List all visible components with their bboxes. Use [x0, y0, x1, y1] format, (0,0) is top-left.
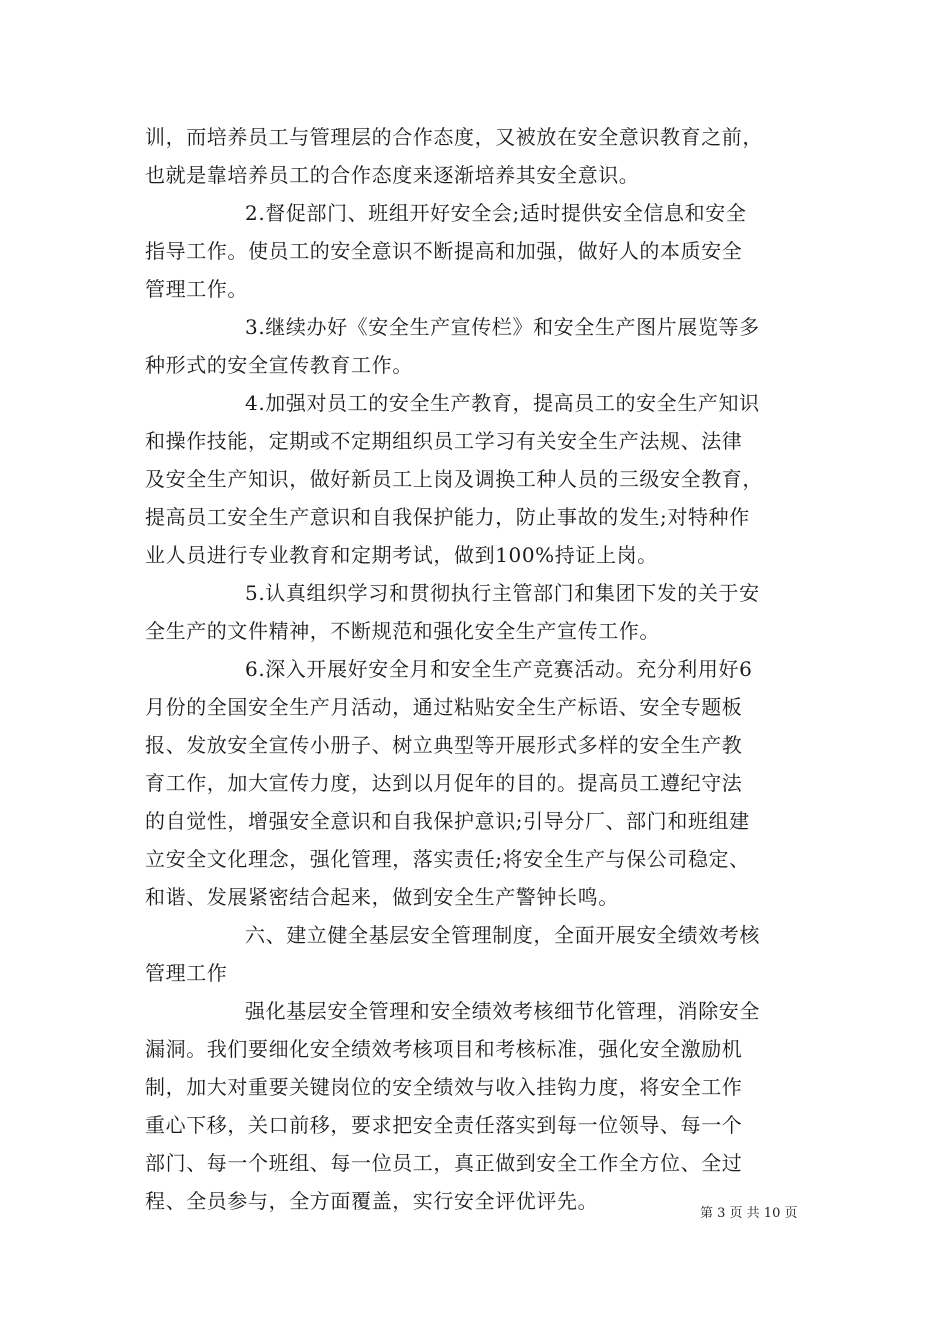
- text-line: 6.深入开展好安全月和安全生产竞赛活动。充分利用好6: [245, 657, 753, 681]
- text-line: 立安全文化理念，强化管理，落实责任;将安全生产与保公司稳定、: [145, 847, 750, 871]
- text-line: 程、全员参与，全方面覆盖，实行安全评优评先。: [145, 1189, 599, 1213]
- text-line: 管理工作。: [145, 277, 248, 301]
- text-line: 及安全生产知识，做好新员工上岗及调换工种人员的三级安全教育，: [145, 467, 763, 491]
- text-line: 和谐、发展紧密结合起来，做到安全生产警钟长鸣。: [145, 885, 619, 909]
- text-line: 报、发放安全宣传小册子、树立典型等开展形式多样的安全生产教: [145, 733, 743, 757]
- text-line: 指导工作。使员工的安全意识不断提高和加强，做好人的本质安全: [145, 239, 743, 263]
- text-line: 种形式的安全宣传教育工作。: [145, 353, 413, 377]
- text-line: 的自觉性，增强安全意识和自我保护意识;引导分厂、部门和班组建: [145, 809, 750, 833]
- text-line: 和操作技能，定期或不定期组织员工学习有关安全生产法规、法律: [145, 429, 743, 453]
- text-line: 2.督促部门、班组开好安全会;适时提供安全信息和安全: [245, 201, 747, 225]
- text-line: 制，加大对重要关键岗位的安全绩效与收入挂钩力度，将安全工作: [145, 1075, 743, 1099]
- text-line: 4.加强对员工的安全生产教育，提高员工的安全生产知识: [245, 391, 760, 415]
- section-heading: 管理工作: [145, 961, 228, 985]
- text-line: 月份的全国安全生产月活动，通过粘贴安全生产标语、安全专题板: [145, 695, 743, 719]
- text-line: 5.认真组织学习和贯彻执行主管部门和集团下发的关于安: [245, 581, 760, 605]
- section-heading: 六、建立健全基层安全管理制度，全面开展安全绩效考核: [245, 923, 760, 947]
- text-line: 提高员工安全生产意识和自我保护能力，防止事故的发生;对特种作: [145, 505, 750, 529]
- text-line: 部门、每一个班组、每一位员工，真正做到安全工作全方位、全过: [145, 1151, 743, 1175]
- text-line: 漏洞。我们要细化安全绩效考核项目和考核标准，强化安全激励机: [145, 1037, 743, 1061]
- text-line: 训，而培养员工与管理层的合作态度，又被放在安全意识教育之前，: [145, 125, 763, 149]
- text-line: 也就是靠培养员工的合作态度来逐渐培养其安全意识。: [145, 163, 640, 187]
- text-line: 重心下移，关口前移，要求把安全责任落实到每一位领导、每一个: [145, 1113, 743, 1137]
- text-line: 全生产的文件精神，不断规范和强化安全生产宣传工作。: [145, 619, 660, 643]
- page-number: 第 3 页 共 10 页: [700, 1206, 798, 1221]
- text-line: 3.继续办好《安全生产宣传栏》和安全生产图片展览等多: [245, 315, 760, 339]
- text-line: 育工作，加大宣传力度，达到以月促年的目的。提高员工遵纪守法: [145, 771, 743, 795]
- text-line: 业人员进行专业教育和定期考试，做到100%持证上岗。: [145, 543, 658, 567]
- text-line: 强化基层安全管理和安全绩效考核细节化管理，消除安全: [245, 999, 760, 1023]
